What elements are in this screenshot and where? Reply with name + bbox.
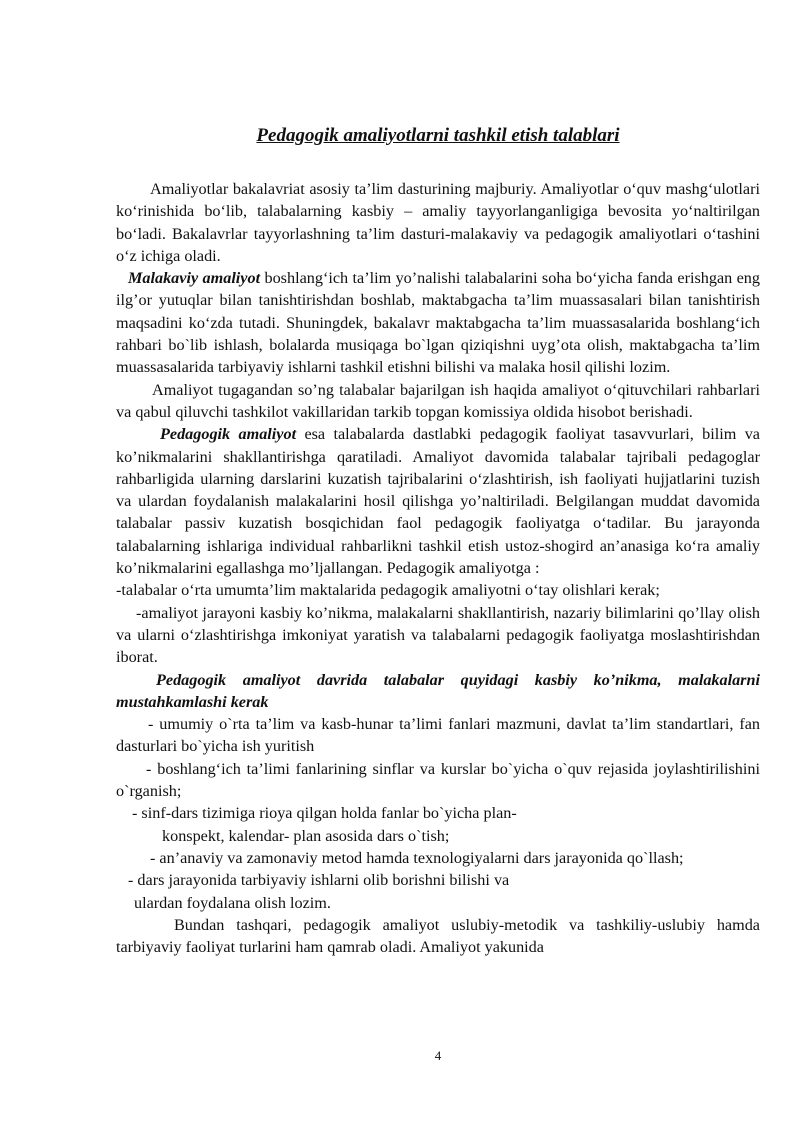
list-item-3: - sinf-dars tizimiga rioya qilgan holda fanlar bo`yicha plan- (132, 804, 517, 823)
paragraph-1: Amaliyotlar bakalavriat asosiy ta’lim dasturining majburiy. Amaliyotlar o‘quv mashg‘ulotlari ko‘rinishida bo‘lib, talabalarning kasbiy – amaliy tayyorlanganligiga bevosita yo‘naltirilgan bo‘ladi. Bakalavrlar tayyorlashning ta’lim dasturi-malakaviy va pedagogik amaliyotlari o‘tashini o‘z ichiga oladi. (116, 180, 760, 265)
paragraph-8: Bundan tashqari, pedagogik amaliyot uslubiy-metodik va tashkiliy-uslubiy hamda tarbiyaviy faoliyat turlarini ham qamrab oladi. Amaliyot yakunida (116, 915, 760, 957)
paragraph-5: -talabalar o‘rta umumta’lim maktalarida pedagogik amaliyotni o‘tay olishlari kerak; (116, 581, 660, 600)
paragraph-3: Amaliyot tugagandan so’ng talabalar bajarilgan ish haqida amaliyot o‘qituvchilari rahbarlari va qabul qiluvchi tashkilot vakillaridan tarkib topgan komissiya oldida hisobot berishadi. (116, 380, 760, 421)
document-title: Pedagogik amaliyotlarni tashkil etish talablari (256, 125, 620, 146)
list-item-5: - dars jarayonida tarbiyaviy ishlarni olib borishni bilishi va (128, 871, 510, 890)
paragraph-2-lead: Malakaviy amaliyot (128, 269, 261, 288)
paragraph-4-lead: Pedagogik amaliyot (160, 425, 297, 444)
paragraph-2-text: boshlang‘ich ta’lim yo’nalishi talabalarini soha bo‘yicha fanda erishgan eng ilg’or yutuqlar bilan tanishtirishdan boshlab, maktabgacha ta’lim muassasalari bilan tanishtirish maqsadini ko‘zda tutadi. Shuningdek, bakalavr maktabgacha ta’lim muassasalarida boshlang‘ich rahbari bo`lib ishlash, bolalarda musiqaga bo`lgan qiziqishni uyg’ota olish, maktabgacha ta’lim muassasalarida tarbiyaviy ishlarni tashkil etishni bilishi va malaka hosil qilishi lozim. (116, 269, 760, 377)
paragraph-7-heading: Pedagogik amaliyot davrida talabalar quyidagi kasbiy ko’nikma, malakalarni mustahkamlashi kerak (116, 670, 760, 711)
list-item-3-continued: konspekt, kalendar- plan asosida dars o`tish; (162, 826, 450, 845)
list-item-2: - boshlang‘ich ta’limi fanlarining sinflar va kurslar bo`yicha o`quv rejasida joylashtirilishini o`rganish; (116, 759, 760, 801)
document-body (116, 178, 760, 958)
list-item-4: - an’anaviy va zamonaviy metod hamda texnologiyalarni dars jarayonida qo`llash; (150, 848, 684, 867)
paragraph-6: -amaliyot jarayoni kasbiy ko’nikma, malakalarni shakllantirish, nazariy bilimlarini qo’llay olish va ularni o‘zlashtirishga imkoniyat yaratish va talabalarni pedagogik faoliyatga moslashtirishdan iborat. (116, 603, 760, 667)
paragraph-4 (116, 423, 760, 579)
list-item-1: - umumiy o`rta ta’lim va kasb-hunar ta’limi fanlari mazmuni, davlat ta’lim standartlari, fan dasturlari bo`yicha ish yuritish (116, 715, 760, 756)
page-number: 4 (434, 1048, 442, 1063)
list-item-5-continued: ulardan foydalana olish lozim. (134, 893, 331, 912)
paragraph-4-text: esa talabalarda dastlabki pedagogik faoliyat tasavvurlari, bilim va ko’nikmalarini shakllantirishga qaratiladi. Amaliyot davomida talabalar tajribali pedagoglar rahbarligida ularning darslarini kuzatish tajribalarini o‘zlashtirish, ish faoliyati hujjatlarini tuzish va ulardan foydalanish malakalarini hosil qilishga yo’naltiriladi. Belgilangan muddat davomida talabalar passiv kuzatish bosqichidan faol pedagogik faoliyatga o‘tadilar. Bu jarayonda talabalarning ishlariga individual rahbarlikni tashkil etish ustoz-shogird an’anasiga ko‘ra amaliy ko’nikmalarini egallashga mo’ljallangan. Pedagogik amaliyotga : (116, 425, 760, 578)
paragraph-2 (116, 267, 760, 378)
